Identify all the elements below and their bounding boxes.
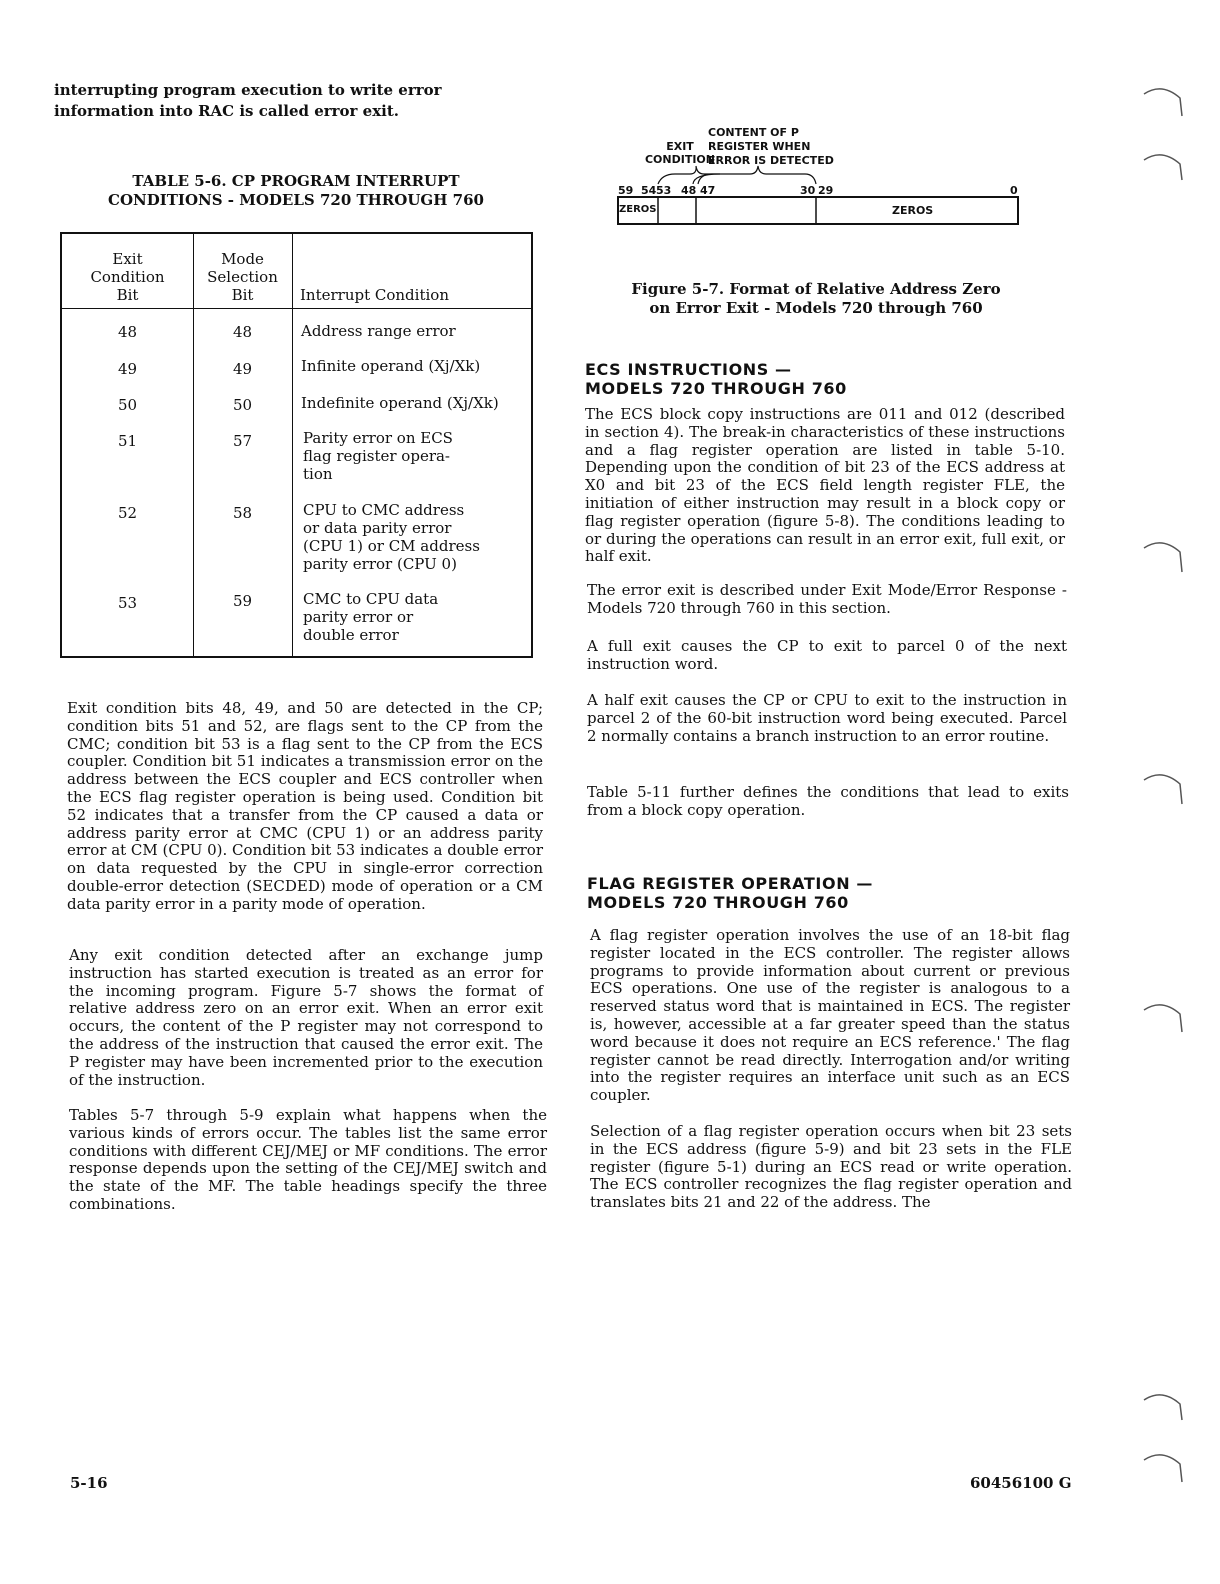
figure-braces <box>600 122 1060 232</box>
ecs-heading-line2: MODELS 720 THROUGH 760 <box>585 379 847 398</box>
bit-53: 53 <box>656 184 672 197</box>
table-row-mode: 59 <box>232 592 253 610</box>
figure-caption <box>600 280 1032 318</box>
ecs-heading <box>585 360 847 398</box>
table-title <box>60 172 532 210</box>
table-row-exit: 50 <box>117 396 138 414</box>
interrupt-table <box>60 232 533 658</box>
paragraph-exit-bits: Exit condition bits 48, 49, and 50 are detected in the CP; condition bits 51 and 52, are flags sent to the CP from the CMC; condition bit 53 is a flag sent to the CP from the ECS coupler. Condition bit 51 indicates a transmission error on the address between the ECS coupler and ECS controller when the ECS flag register operation is being used. Condition bit 52 indicates that a transfer from the CP caused a data or address parity error at CMC (CPU 1) or an address parity error at CM (CPU 0). Condition bit 53 indicates a double error on data requested by the CPU in single-error correction double-error detection (SECDED) mode of operation or a CM data parity error in a parity mode of operation. <box>67 699 543 913</box>
header-mode-selection-bit: Mode Selection Bit <box>207 250 278 304</box>
table-row-condition: Parity error on ECS flag register opera- tion <box>303 429 453 483</box>
bit-30: 30 <box>800 184 816 197</box>
ecs-paragraph: A full exit causes the CP to exit to parcel 0 of the next instruction word. <box>587 637 1067 673</box>
table-row-condition: Address range error <box>301 322 456 340</box>
figure-exit-label: EXIT CONDITION <box>644 140 715 166</box>
table-row-exit: 52 <box>117 504 138 522</box>
table-title-line2: CONDITIONS - MODELS 720 THROUGH 760 <box>108 191 484 209</box>
table-row-condition: Infinite operand (Xj/Xk) <box>301 357 481 375</box>
table-row-exit: 51 <box>117 432 138 450</box>
figure-5-7 <box>600 122 1060 232</box>
table-row-mode: 57 <box>232 432 253 450</box>
intro-text: interrupting program execution to write error information into RAC is called error exit. <box>54 81 442 120</box>
page-number: 5-16 <box>70 1474 108 1492</box>
zeros-large: ZEROS <box>892 204 934 217</box>
table-row-exit: 49 <box>117 360 138 378</box>
table-row-exit: 53 <box>117 594 138 612</box>
ecs-heading-line1: ECS INSTRUCTIONS — <box>585 360 792 379</box>
figure-caption-line2: on Error Exit - Models 720 through 760 <box>649 299 983 317</box>
margin-marks <box>1140 80 1200 1500</box>
table-row-condition: CPU to CMC address or data parity error (CPU 1) or CM address parity error (CPU 0) <box>303 501 480 573</box>
table-row-mode: 58 <box>232 504 253 522</box>
flag-heading-line2: MODELS 720 THROUGH 760 <box>587 893 849 912</box>
paragraph-exit-condition: Any exit condition detected after an exchange jump instruction has started execution is treated as an error for the incoming program. Figure 5-7 shows the format of relative address zero on an error exit. When an error exit occurs, the content of the P register may not correspond to the address of the instruction that caused the error exit. The P register may have been incremented prior to the execution of the instruction. <box>69 946 543 1089</box>
flag-paragraph: Selection of a flag register operation occurs when bit 23 sets in the ECS address (figure 5-9) and bit 23 sets in the FLE register (figure 5-1) during an ECS read or write operation. The ECS controller recognizes the flag register operation and translates bits 21 and 22 of the address. The <box>590 1122 1072 1212</box>
table-row-mode: 48 <box>232 323 253 341</box>
bit-47: 47 <box>700 184 716 197</box>
table-row-condition: Indefinite operand (Xj/Xk) <box>301 394 499 412</box>
table-header-divider <box>62 308 531 309</box>
paragraph-tables: Tables 5-7 through 5-9 explain what happens when the various kinds of errors occur. The tables list the same error conditions with different CEJ/MEJ or MF conditions. The error response depends upon the setting of the CEJ/MEJ switch and the state of the MF. The table headings specify the three combinations. <box>69 1106 547 1213</box>
ecs-paragraph: A half exit causes the CP or CPU to exit to the instruction in parcel 2 of the 60-bit instruction word being executed. Parcel 2 normally contains a branch instruction to an error routine. <box>587 691 1067 745</box>
bit-29: 29 <box>818 184 834 197</box>
table-row-mode: 50 <box>232 396 253 414</box>
table-row-mode: 49 <box>232 360 253 378</box>
table-title-line1: TABLE 5-6. CP PROGRAM INTERRUPT <box>132 172 460 190</box>
header-exit-condition-bit: Exit Condition Bit <box>90 250 165 304</box>
table-col-divider <box>292 234 293 656</box>
bit-48: 48 <box>681 184 697 197</box>
ecs-paragraph: Table 5-11 further defines the conditions that lead to exits from a block copy operation. <box>587 783 1069 819</box>
table-row-exit: 48 <box>117 323 138 341</box>
flag-paragraph: A flag register operation involves the use of an 18-bit flag register located in the ECS controller. The register allows programs to provide information about current or previous ECS operations. One use of the register is analogous to a reserved status word that is maintained in ECS. The register is, however, accessible at a far greater speed than the status word because it does not require an ECS reference.' The flag register cannot be read directly. Interrogation and/or writing into the register requires an interface unit such as an ECS coupler. <box>590 926 1070 1105</box>
table-row-condition: CMC to CPU data parity error or double error <box>303 590 439 644</box>
bit-0: 0 <box>1010 184 1018 197</box>
zeros-small: ZEROS <box>619 204 657 215</box>
header-interrupt-condition: Interrupt Condition <box>300 286 449 304</box>
figure-caption-line1: Figure 5-7. Format of Relative Address Zero <box>631 280 1001 298</box>
bit-59: 59 <box>618 184 634 197</box>
flag-heading <box>587 874 873 912</box>
ecs-paragraph: The error exit is described under Exit Mode/Error Response - Models 720 through 760 in this section. <box>587 581 1067 617</box>
flag-heading-line1: FLAG REGISTER OPERATION — <box>587 874 873 893</box>
ecs-paragraph: The ECS block copy instructions are 011 and 012 (described in section 4). The break-in characteristics of these instructions and a flag register operation are listed in table 5-10. Depending upon the condition of bit 23 of the ECS address at X0 and bit 23 of the ECS field length register FLE, the initiation of either instruction may result in a block copy or flag register operation (figure 5-8). The conditions leading to or during the operations can result in an error exit, full exit, or half exit. <box>585 405 1065 566</box>
bit-54: 54 <box>641 184 657 197</box>
figure-p-label: CONTENT OF P REGISTER WHEN ERROR IS DETECTED <box>708 126 834 167</box>
document-number: 60456100 G <box>970 1474 1072 1492</box>
